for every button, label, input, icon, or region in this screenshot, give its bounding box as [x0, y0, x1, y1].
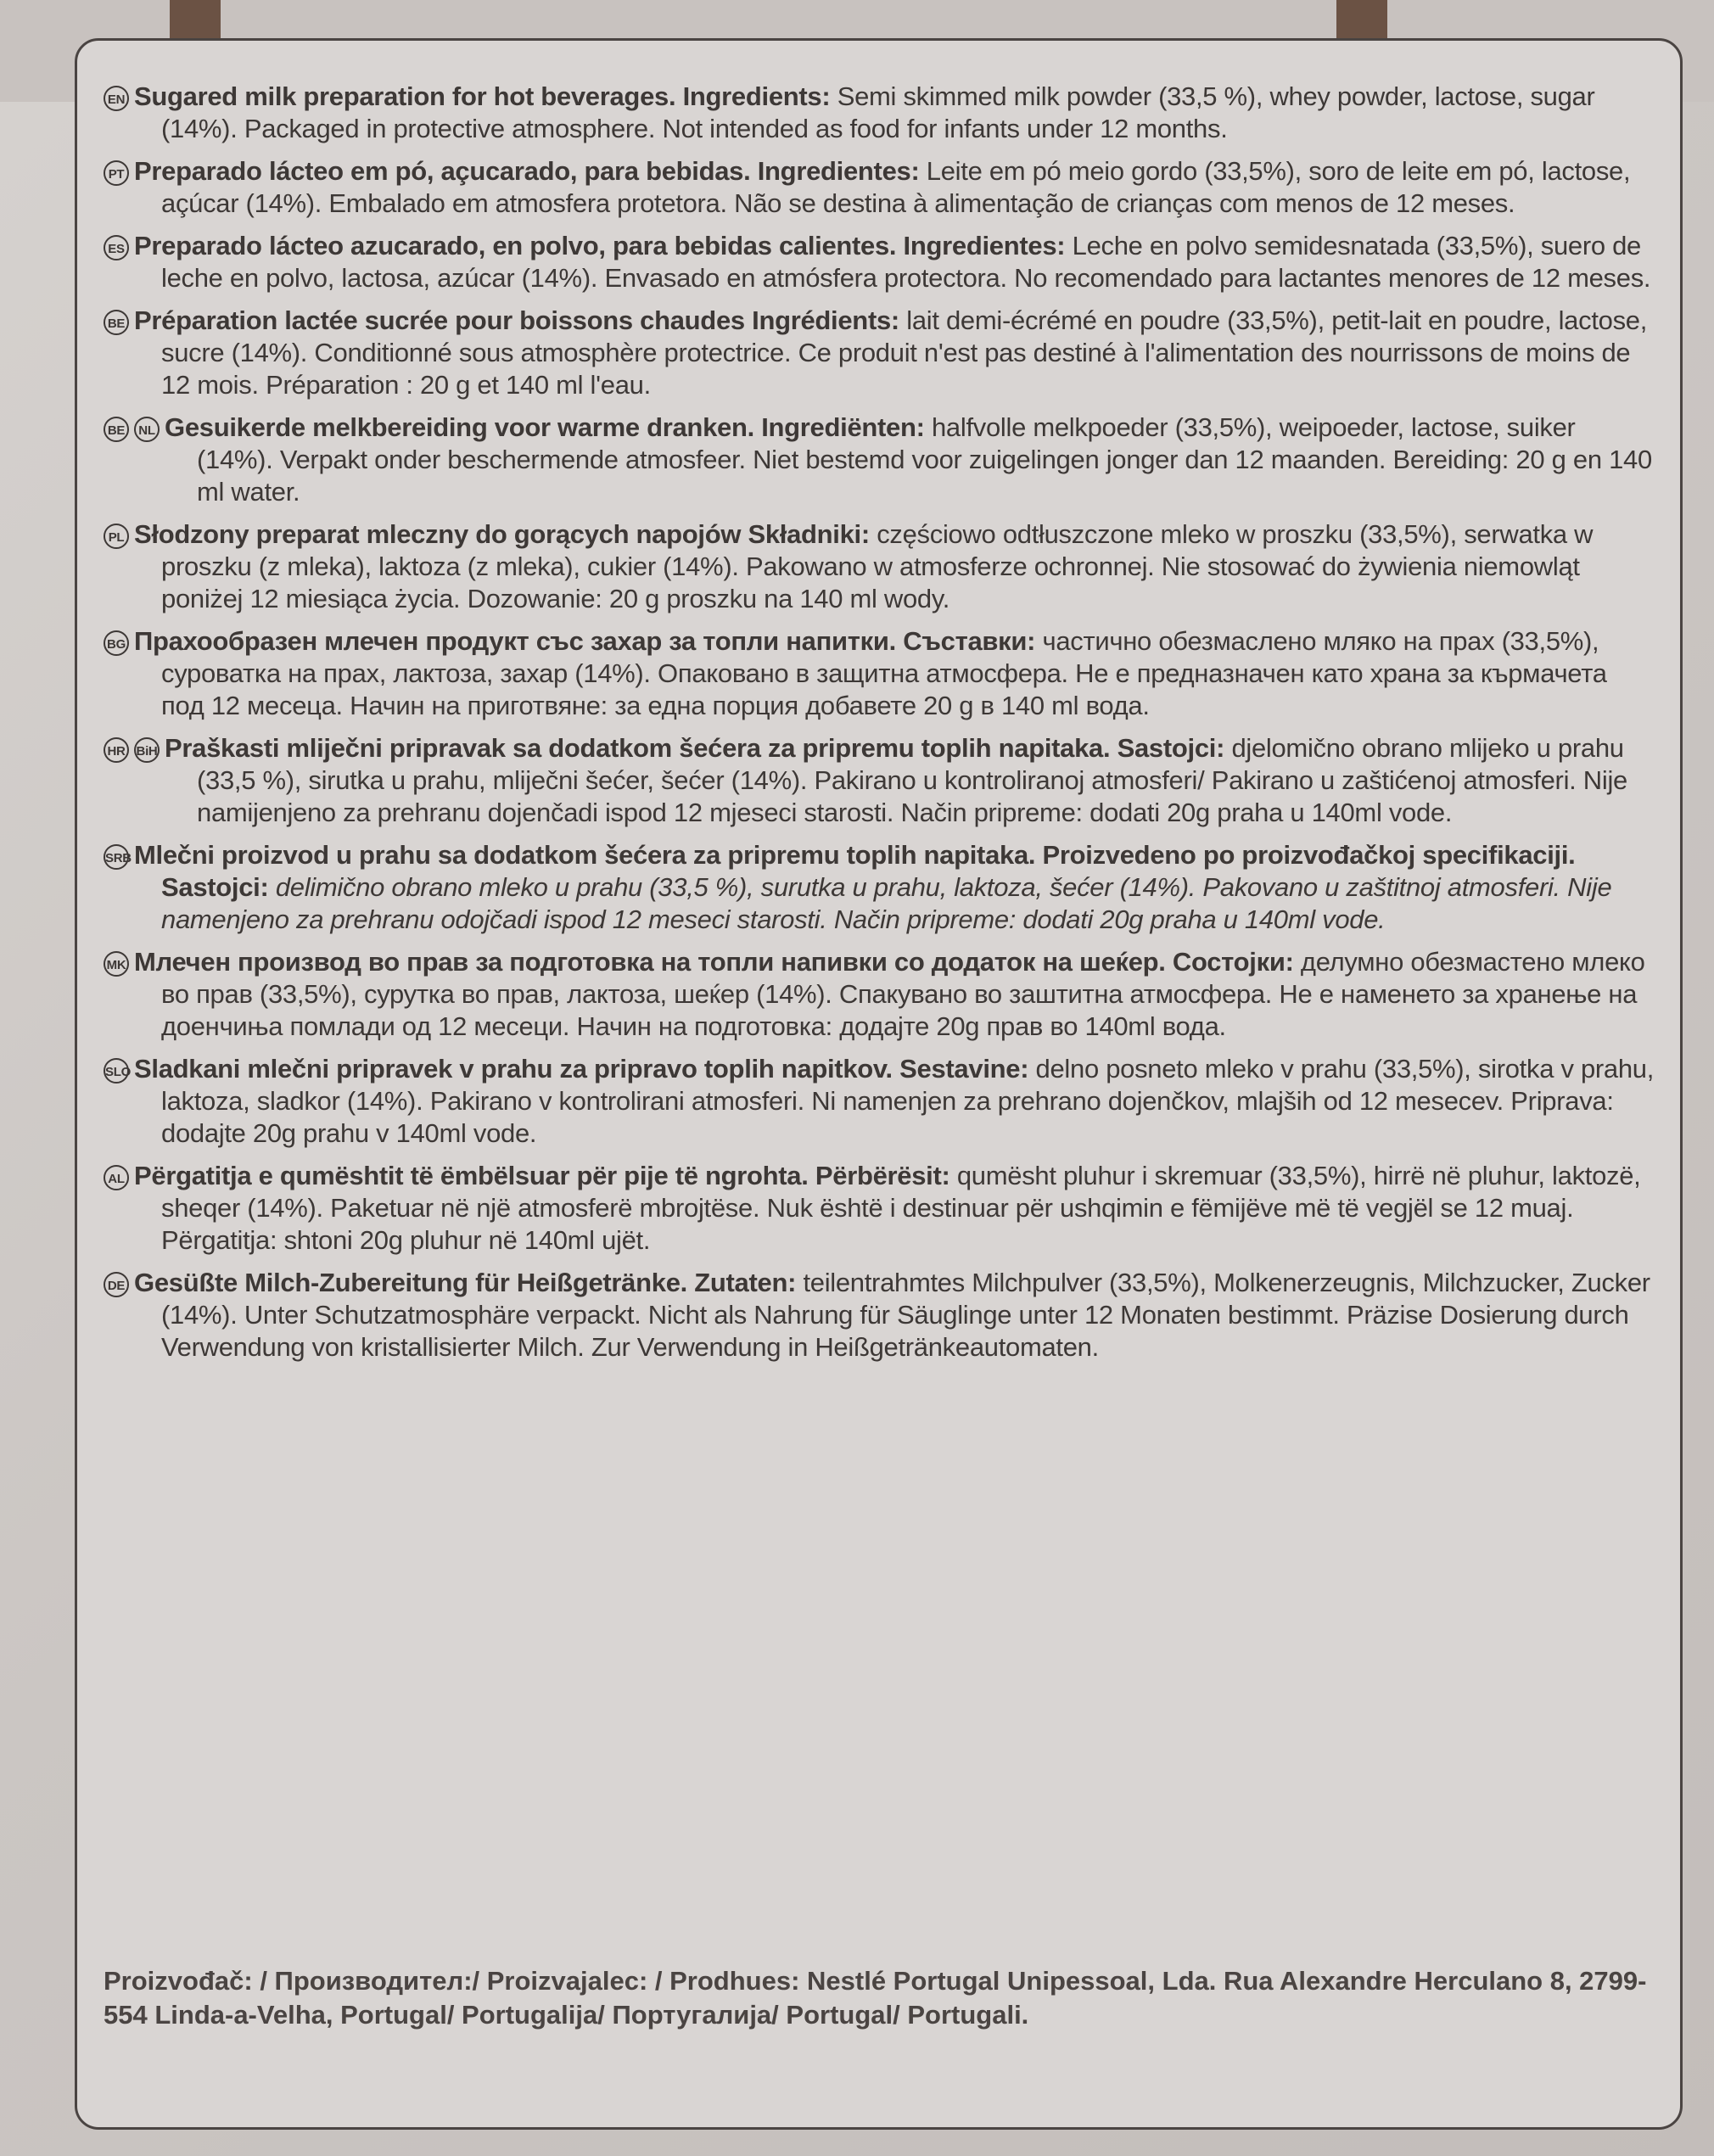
entry-pt: PT Preparado lácteo em pó, açucarado, para bebidas. Ingredientes: Leite em pó meio gordo (33,5%), soro de leite em pó, lactose, açúcar (14%). Embalado em atmosfera protetora. Não se destina à alimentação de crianças com menos de 12 meses.	[104, 155, 1656, 220]
language-badge: EN	[104, 86, 129, 111]
entry-es: ES Preparado lácteo azucarado, en polvo, para bebidas calientes. Ingredientes: Leche en polvo semidesnatada (33,5%), suero de leche en polvo, lactosa, azúcar (14%). Envasado en atmósfera protectora. No recomendado para lactantes menores de 12 meses.	[104, 230, 1656, 294]
language-badge: MK	[104, 951, 129, 977]
language-badge: DE	[104, 1272, 129, 1297]
language-badge: PT	[104, 160, 129, 186]
language-badge: SLO	[104, 1058, 129, 1084]
entry-mk: MK Млечен производ во прав за подготовка на топли напивки со додаток на шеќер. Состојки: делумно обезмастено млеко во прав (33,5%), сурутка во прав, лактоза, шеќер (14%). Спакувано во заштитна атмосфера. Не е наменето за хранење на доенчиња помлади од 12 месеци. Начин на подготовка: додајте 20g прав во 140ml вода.	[104, 946, 1656, 1043]
language-badge: AL	[104, 1165, 129, 1190]
ingredients-list	[104, 81, 1656, 1374]
language-badge: BE	[104, 310, 129, 335]
manufacturer-address: Proizvođač: / Производител:/ Proizvajalec: / Prodhues: Nestlé Portugal Unipessoal, Lda. Rua Alexandre Herculano 8, 2799-554 Linda-a-Velha, Portugal/ Portugalija/ Португалија/ Portugal/ Portugali.	[104, 1966, 1647, 2030]
language-badge: ES	[104, 235, 129, 260]
entry-de: DE Gesüßte Milch-Zubereitung für Heißgetränke. Zutaten: teilentrahmtes Milchpulver (33,5%), Molkenerzeugnis, Milchzucker, Zucker (14%). Unter Schutzatmosphäre verpackt. Nicht als Nahrung für Säuglinge unter 12 Monaten bestimmt. Präzise Dosierung durch Verwendung von kristallisierter Milch. Zur Verwendung in Heißgetränkeautomaten.	[104, 1267, 1656, 1364]
entry-al: AL Përgatitja e qumështit të ëmbëlsuar për pije të ngrohta. Përbërësit: qumësht pluhur i skremuar (33,5%), hirrë në pluhur, laktozë, sheqer (14%). Paketuar në një atmosferë mbrojtëse. Nuk është i destinuar për ushqimin e fëmijëve më të vegjël se 12 muaj. Përgatitja: shtoni 20g pluhur në 140ml ujët.	[104, 1160, 1656, 1257]
entry-hr-bih: HR BiH Praškasti mliječni pripravak sa dodatkom šećera za pripremu toplih napitaka. Sastojci: djelomično obrano mlijeko u prahu (33,5 %), sirutka u prahu, mliječni šećer, šećer (14%). Pakirano u kontroliranoj atmosferi/ Pakirano u zaštićenoj atmosferi. Nije namijenjeno za prehranu dojenčadi ispod 12 mjeseci starosti. Način pripreme: dodati 20g praha u 140ml vode.	[104, 732, 1656, 829]
language-badge: BE	[104, 417, 129, 442]
entry-be-nl: BE NL Gesuikerde melkbereiding voor warme dranken. Ingrediënten: halfvolle melkpoeder (33,5%), weipoeder, lactose, suiker (14%). Verpakt onder beschermende atmosfeer. Niet bestemd voor zuigelingen jonger dan 12 maanden. Bereiding: 20 g en 140 ml water.	[104, 412, 1656, 508]
entry-srb: SRB Mlečni proizvod u prahu sa dodatkom šećera za pripremu toplih napitaka. Proizvedeno po proizvođačkoj specifikaciji. Sastojci: delimično obrano mleko u prahu (33,5 %), surutka u prahu, laktoza, šećer (14%). Pakovano u zaštitnoj atmosferi. Nije namenjeno za prehranu odojčadi ispod 12 meseci starosti. Način pripreme: dodati 20g praha u 140ml vode.	[105, 840, 1612, 934]
entry-en: EN Sugared milk preparation for hot beverages. Ingredients: Semi skimmed milk powder (33,5 %), whey powder, lactose, sugar (14%). Packaged in protective atmosphere. Not intended as food for infants under 12 months.	[104, 81, 1656, 145]
language-badge: NL	[134, 417, 160, 442]
language-badge: PL	[104, 524, 129, 549]
entry-bg: BG Прахообразен млечен продукт със захар за топли напитки. Съставки: частично обезмаслено мляко на прах (33,5%), суроватка на прах, лактоза, захар (14%). Опаковано в защитна атмосфера. Не е предназначен като храна за кърмачета под 12 месеца. Начин на приготвяне: за една порция добавете 20 g в 140 ml вода.	[104, 625, 1656, 722]
entry-slo: SLO Sladkani mlečni pripravek v prahu za pripravo toplih napitkov. Sestavine: delno posneto mleko v prahu (33,5%), sirotka v prahu, laktoza, sladkor (14%). Pakirano v kontrolirani atmosferi. Ni namenjen za prehrano dojenčkov, mlajših od 12 mesecev. Priprava: dodajte 20g prahu v 140ml vode.	[105, 1054, 1655, 1148]
language-badge: BiH	[134, 737, 160, 763]
entry-be-fr: BE Préparation lactée sucrée pour boissons chaudes Ingrédients: lait demi-écrémé en poudre (33,5%), petit-lait en poudre, lactose, sucre (14%). Conditionné sous atmosphère protectrice. Ce produit n'est pas destiné à l'alimentation des nourrissons de moins de 12 mois. Préparation : 20 g et 140 ml l'eau.	[104, 305, 1656, 401]
language-badge: HR	[104, 737, 129, 763]
language-badge: SRB	[104, 844, 129, 870]
language-badge: BG	[104, 630, 129, 656]
entry-pl: PL Słodzony preparat mleczny do gorących napojów Składniki: częściowo odtłuszczone mleko w proszku (33,5%), serwatka w proszku (z mleka), laktoza (z mleka), cukier (14%). Pakowano w atmosferze ochronnej. Nie stosować do żywienia niemowląt poniżej 12 miesiąca życia. Dozowanie: 20 g proszku na 140 ml wody.	[104, 518, 1656, 615]
